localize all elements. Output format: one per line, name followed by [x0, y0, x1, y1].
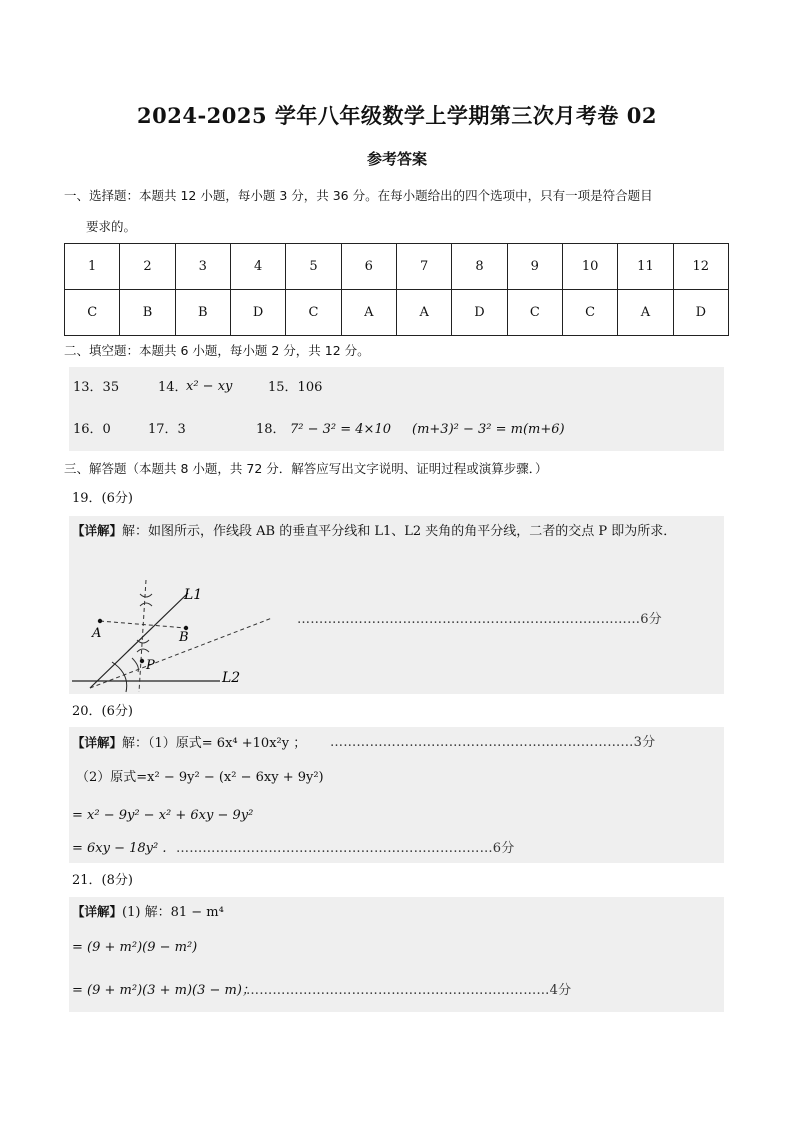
q20-detail-tag: 【详解】 [72, 735, 123, 750]
question-number-cell: 9 [507, 244, 562, 290]
q19-detail-tag: 【详解】 [72, 523, 123, 538]
line-l1 [90, 593, 188, 688]
question-number-cell: 3 [175, 244, 230, 290]
q21-line3: = (9 + m²)(3 + m)(3 − m)； [72, 983, 255, 998]
answer-cell: C [507, 290, 562, 336]
q20-line1 [72, 734, 306, 753]
question-number-cell: 10 [562, 244, 617, 290]
answer-table-answer-row [65, 290, 729, 336]
label-b: B [179, 630, 189, 645]
q15-answer: 15．106 [268, 380, 323, 395]
q21-line2: = (9 + m²)(9 − m²) [72, 940, 198, 955]
q21-line3-dots: ……………………………………………………………4分 [246, 983, 572, 998]
answer-table [64, 243, 729, 336]
q16-answer: 16．0 [73, 422, 111, 437]
label-l1: L1 [184, 587, 203, 603]
question-number-cell: 2 [120, 244, 175, 290]
q20-line4-dots: ………………………………………………………………6分 [176, 841, 515, 856]
q14-answer: x² − xy [186, 379, 233, 394]
q19-construction-figure [70, 578, 290, 694]
answer-cell: A [396, 290, 451, 336]
section2-heading: 二、填空题：本题共 6 小题，每小题 2 分，共 12 分。 [64, 343, 370, 358]
q21-line1 [72, 903, 224, 922]
angle-bisector [90, 618, 272, 688]
arc-mark [140, 603, 152, 606]
q19-detail [72, 522, 676, 541]
label-p: P [146, 658, 155, 673]
answer-cell: D [230, 290, 285, 336]
point-a [98, 619, 102, 623]
q19-header: 19．(6分) [72, 491, 133, 506]
q18-label: 18． [256, 422, 286, 437]
q18-answer-1: 7² − 3² = 4×10 [290, 422, 391, 437]
q20-line4: = 6xy − 18y² . [72, 841, 167, 856]
page-subtitle: 参考答案 [366, 150, 427, 168]
question-number-cell: 12 [673, 244, 728, 290]
answer-cell: D [673, 290, 728, 336]
answer-cell: D [452, 290, 507, 336]
arc-mark [137, 649, 149, 652]
q20-header: 20．(6分) [72, 704, 133, 719]
arc-mark [140, 594, 152, 597]
answer-cell: B [120, 290, 175, 336]
point-p [140, 659, 144, 663]
q18-answer-2: (m+3)² − 3² = m(m+6) [412, 422, 565, 437]
label-l2: L2 [222, 670, 241, 686]
question-number-cell: 4 [230, 244, 285, 290]
question-number-cell: 8 [452, 244, 507, 290]
answer-table-number-row [65, 244, 729, 290]
section1-heading-line1: 一、选择题：本题共 12 小题，每小题 3 分，共 36 分。在每小题给出的四个选项中，只有一项是符合题目 [64, 188, 653, 203]
q20-line2: （2）原式=x² − 9y² − (x² − 6xy + 9y²) [76, 770, 324, 785]
q13-answer: 13．35 [73, 380, 120, 395]
q14-label: 14． [158, 380, 188, 395]
q21-detail-tag: 【详解】 [72, 904, 123, 919]
question-number-cell: 1 [65, 244, 120, 290]
q20-line1-dots: ……………………………………………………………3分 [330, 735, 656, 750]
q20-line3: = x² − 9y² − x² + 6xy − 9y² [72, 808, 254, 823]
answer-cell: C [286, 290, 341, 336]
q19-detail-text: 解：如图所示，作线段 AB 的垂直平分线和 L1、L2 夹角的角平分线，二者的交点 P 即为所求． [122, 524, 677, 539]
question-number-cell: 7 [396, 244, 451, 290]
answer-cell: A [341, 290, 396, 336]
q19-score-dots: ……………………………………………………………………6分 [297, 612, 662, 627]
answer-cell: C [65, 290, 120, 336]
question-number-cell: 11 [618, 244, 673, 290]
answer-cell: C [562, 290, 617, 336]
answer-cell: B [175, 290, 230, 336]
answer-cell: A [618, 290, 673, 336]
label-a: A [92, 626, 102, 641]
section1-heading-line2: 要求的。 [86, 219, 137, 234]
q21-header: 21．(8分) [72, 873, 133, 888]
question-number-cell: 5 [286, 244, 341, 290]
question-number-cell: 6 [341, 244, 396, 290]
q20-line1-text: 解：（1）原式= 6x⁴ +10x²y ； [122, 736, 307, 751]
page-title: 2024-2025 学年八年级数学上学期第三次月考卷 02 [137, 103, 657, 128]
q21-line1-text: (1) 解：81 − m⁴ [122, 905, 224, 920]
q17-answer: 17．3 [148, 422, 186, 437]
section3-heading: 三、解答题（本题共 8 小题，共 72 分．解答应写出文字说明、证明过程或演算步骤．） [64, 461, 548, 476]
